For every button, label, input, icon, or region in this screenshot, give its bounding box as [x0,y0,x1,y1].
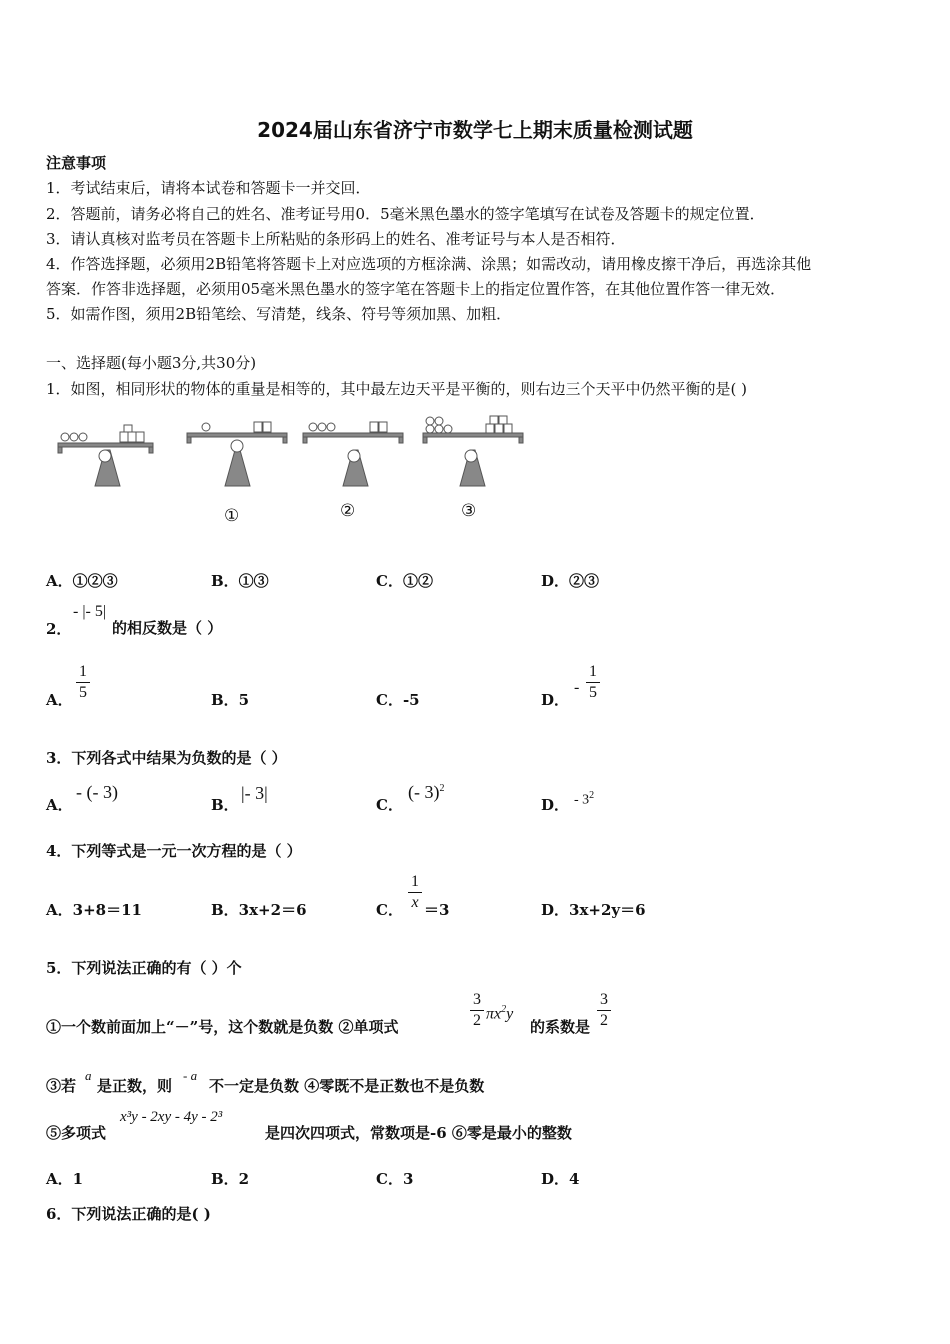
q2-option-a-fraction [76,663,90,702]
q3-option-d-expr [574,790,594,809]
q3-option-d-label[interactable]: D． [541,796,570,814]
q2-option-c[interactable]: C．-5 [376,691,420,709]
q3-option-c-label[interactable]: C． [376,796,403,814]
page-title: 2024届山东省济宁市数学七上期末质量检测试题 [257,118,693,142]
fraction-numerator: 1 [79,663,87,680]
fraction-numerator: 3 [473,991,481,1008]
q5-coefficient-text: 的系数是 [530,1018,591,1036]
q5-neg-a: - a [183,1068,198,1083]
q2-option-b[interactable]: B．5 [211,691,250,709]
q2-option-d-fraction [586,663,600,702]
q5-polynomial: x³y - 2xy - 4y - 2³ [120,1109,223,1125]
q1-label-2: ② [340,501,356,521]
monomial-base: πx [486,1005,502,1023]
notice-item-3: 3．请认真核对监考员在答题卡上所粘贴的条形码上的姓名、准考证号与本人是否相符． [46,230,626,248]
q2-option-d-sign: - [574,679,580,696]
q2-stem: 的相反数是（ ） [112,619,223,637]
q5-option-c[interactable]: C．3 [376,1170,414,1188]
monomial-y: y [506,1005,514,1023]
notice-item-1: 1．考试结束后，请将本试卷和答题卡一并交回． [46,179,371,197]
q1-label-3: ③ [461,501,477,521]
q1-option-b[interactable]: B．①③ [211,572,269,590]
q3-stem: 3．下列各式中结果为负数的是（ ） [46,749,287,767]
section-heading: 一、选择题(每小题3分,共30分) [46,354,257,372]
q1-option-a[interactable]: A．①②③ [46,572,118,590]
q4-option-c-label[interactable]: C． [376,901,403,919]
monomial-exponent: 2 [501,1004,507,1015]
q1-option-d[interactable]: D．②③ [541,572,600,590]
q2-number: 2． [46,620,72,638]
q1-stem: 1．如图，相同形状的物体的重量是相等的，其中最左边天平是平衡的，则右边三个天平中仍然平衡的是( ) [46,380,748,398]
fraction-numerator: 1 [589,663,597,680]
notice-item-4: 4．作答选择题，必须用2B铅笔将答题卡上对应选项的方框涂满、涂黑；如需改动，请用橡皮擦干净后，再选涂其他 [46,255,812,273]
q3-option-b-label[interactable]: B． [211,796,239,814]
q4-option-b[interactable]: B．3x+2＝6 [211,901,307,919]
power-exponent: 2 [589,790,595,801]
q5-statement-3-prefix: ③若 [46,1077,77,1095]
q4-option-d[interactable]: D．3x+2y＝6 [541,901,646,919]
q5-statement-5-6: 是四次四项式，常数项是-6 ⑥零是最小的整数 [265,1124,572,1142]
q5-statement-5-prefix: ⑤多项式 [46,1124,107,1142]
fraction-denominator: 5 [589,684,597,701]
fraction-denominator: 2 [600,1012,608,1029]
q5-option-a[interactable]: A．1 [46,1170,84,1188]
q2-option-d-label[interactable]: D． [541,691,570,709]
q3-option-a-expr: - (- 3) [76,782,118,802]
notice-heading: 注意事项 [46,154,107,172]
q2-option-a-label[interactable]: A． [46,691,73,709]
q4-option-a[interactable]: A．3+8＝11 [46,901,142,919]
q1-option-c[interactable]: C．①② [376,572,433,590]
fraction-denominator: 5 [79,684,87,701]
fraction-numerator: 1 [411,873,419,890]
q4-stem: 4．下列等式是一元一次方程的是（ ） [46,842,302,860]
q4-option-c-fraction [408,873,422,912]
balance-scale-2 [303,422,403,486]
power-base: (- 3) [408,782,440,802]
notice-item-4-cont: 答案．作答非选择题，必须用05毫米黑色墨水的签字笔在答题卡上的指定位置作答，在其他位置作答一律无效． [46,280,786,298]
notice-item-2: 2．答题前，请务必将自己的姓名、准考证号用0．5毫米黑色墨水的签字笔填写在试卷及答题卡的规定位置． [46,205,765,223]
q5-coefficient-fraction [597,991,611,1030]
fraction-numerator: 3 [600,991,608,1008]
q5-statement-1-2: ①一个数前面加上“－”号，这个数就是负数 ②单项式 [46,1018,399,1036]
fraction-denominator: x [411,894,419,911]
q1-label-1: ① [224,506,240,526]
balance-scale-1 [187,422,287,486]
q5-option-b[interactable]: B．2 [211,1170,250,1188]
q3-option-b-expr: |- 3| [241,783,268,803]
q5-statement-3-mid: 是正数，则 [97,1077,173,1095]
q5-stem: 5．下列说法正确的有（ ）个 [46,959,242,977]
q5-option-d[interactable]: D．4 [541,1170,580,1188]
q5-var-a: a [85,1068,92,1083]
power-base: - 3 [574,792,590,808]
q3-option-a-label[interactable]: A． [46,796,73,814]
notice-item-5: 5．如需作图，须用2B铅笔绘、写清楚，线条、符号等须加黑、加粗． [46,305,512,323]
q5-statement-3-4: 不一定是负数 ④零既不是正数也不是负数 [209,1077,485,1095]
q5-monomial-fraction [470,991,484,1030]
fraction-denominator: 2 [473,1012,481,1029]
q5-monomial-variables [486,1004,513,1023]
q3-option-c-expr [408,782,444,803]
q6-stem: 6．下列说法正确的是( ) [46,1205,211,1223]
power-exponent: 2 [439,783,445,794]
balance-scale-reference [58,425,153,486]
q4-option-c-rest: ＝3 [424,901,450,919]
q2-expression: - |- 5| [73,603,107,620]
balance-scale-3 [423,416,523,486]
balance-figures [50,410,530,530]
